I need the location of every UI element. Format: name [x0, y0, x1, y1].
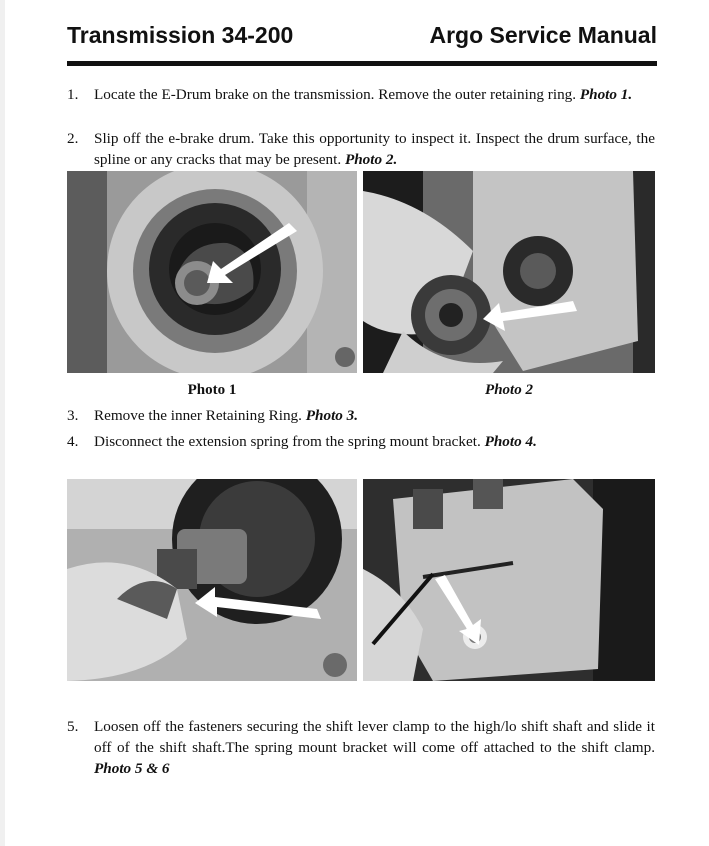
step-text: Remove the inner Retaining Ring.: [94, 407, 302, 424]
section-title: Transmission 34-200: [67, 22, 294, 48]
step-3: [67, 405, 655, 426]
step-text: Loosen off the fasteners securing the shift lever clamp to the high/lo shift shaft and slide it off of the shift shaft.The spring mount bracket will come off attached to the shift clamp.: [94, 718, 655, 756]
photo-reference: Photo 5 & 6: [94, 760, 170, 777]
photo-reference: Photo 2.: [344, 151, 398, 168]
photo-2-caption: Photo 2: [485, 382, 533, 398]
step-2: [67, 128, 655, 170]
photo-reference: Photo 4.: [484, 433, 537, 450]
manual-title: Argo Service Manual: [429, 22, 657, 48]
step-number: 5.: [67, 718, 79, 735]
step-number: 2.: [67, 130, 79, 147]
photo-1-caption: Photo 1: [187, 382, 237, 398]
photo-reference: Photo 1.: [579, 86, 633, 103]
step-text: Locate the E-Drum brake on the transmission. Remove the outer retaining ring.: [94, 86, 577, 103]
step-number: 4.: [67, 433, 79, 450]
step-text: Disconnect the extension spring from the spring mount bracket.: [94, 433, 481, 450]
photo-3-image: [67, 479, 357, 681]
photo-1-image: [67, 171, 357, 373]
step-4: [67, 431, 655, 452]
manual-page: [5, 0, 709, 846]
photo-reference: Photo 3.: [305, 407, 359, 424]
step-number: 1.: [67, 86, 79, 103]
step-text: Slip off the e-brake drum. Take this opportunity to inspect it. Inspect the drum surface, the spline or any cracks that may be present.: [94, 130, 655, 168]
page-header: [67, 22, 657, 52]
photo-2-image: [363, 171, 655, 373]
step-5: [67, 716, 655, 779]
step-number: 3.: [67, 407, 79, 424]
step-1: [67, 84, 655, 105]
header-rule: [67, 61, 657, 66]
photo-4-image: [363, 479, 655, 681]
